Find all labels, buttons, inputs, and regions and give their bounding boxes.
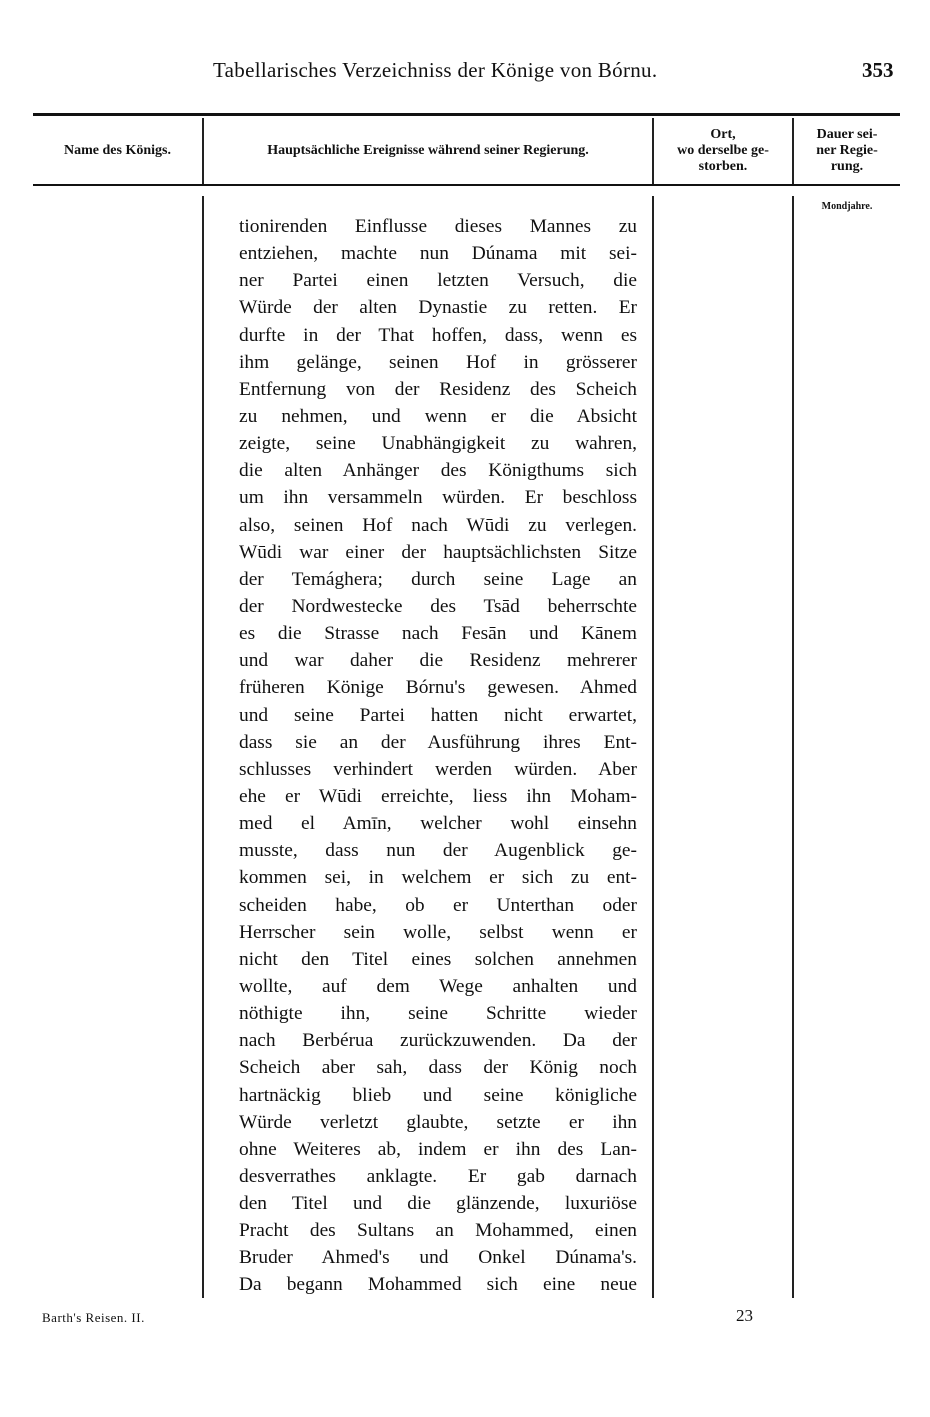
text-line: Herrscher sein wolle, selbst wenn er (239, 921, 637, 943)
text-line: früheren Könige Bórnu's gewesen. Ahmed (239, 677, 637, 699)
column-header-events: Hauptsächliche Ereignisse während seiner Regierung. (267, 143, 589, 158)
text-line: ihm gelänge, seinen Hof in grösserer (239, 351, 637, 373)
text-line: und seine Partei hatten nicht erwartet, (239, 704, 637, 726)
text-line: es die Strasse nach Fesān und Kānem (239, 623, 637, 645)
text-line: nach Berbérua zurückzuwenden. Da der (239, 1030, 637, 1052)
text-line: scheiden habe, ob er Unterthan oder (239, 894, 637, 916)
text-line: um ihn versammeln würden. Er beschloss (239, 487, 637, 509)
text-line: musste, dass nun der Augenblick ge- (239, 840, 637, 862)
text-line: Würde verletzt glaubte, setzte er ihn (239, 1111, 637, 1133)
text-line: den Titel und die glänzende, luxuriöse (239, 1193, 637, 1215)
header-rule (33, 184, 900, 186)
text-line: schlusses verhindert werden würden. Aber (239, 758, 637, 780)
footer-signature-mark: 23 (736, 1306, 753, 1325)
text-line: nicht den Titel eines solchen annehmen (239, 948, 637, 970)
column-divider (652, 118, 654, 184)
column-header-death-place: Ort, wo derselbe ge- storben. (677, 127, 769, 174)
text-line: ehe er Wūdi erreichte, liess ihn Moham- (239, 785, 637, 807)
events-text (239, 213, 637, 1299)
footer-book-title: Barth's Reisen. II. (42, 1310, 145, 1325)
text-line: also, seinen Hof nach Wūdi zu verlegen. (239, 514, 637, 536)
text-line: kommen sei, in welchem er sich zu ent- (239, 867, 637, 889)
text-line: hartnäckig blieb und seine königliche (239, 1084, 637, 1106)
column-divider (792, 118, 794, 184)
column-divider (652, 196, 654, 1298)
text-line: tionirenden Einflusse dieses Mannes zu (239, 216, 637, 237)
column-header-king-name: Name des Königs. (64, 143, 171, 158)
text-line: Scheich aber sah, dass der König noch (239, 1057, 637, 1079)
running-title: Tabellarisches Verzeichniss der Könige von Bórnu. (213, 58, 658, 82)
text-line: Entfernung von der Residenz des Scheich (239, 378, 637, 400)
text-line: nöthigte ihn, seine Schritte wieder (239, 1003, 637, 1025)
column-divider (202, 196, 204, 1298)
column-divider (792, 196, 794, 1298)
text-line: die alten Anhänger des Königthums sich (239, 460, 637, 482)
text-line: der Nordwestecke des Tsād beherrschte (239, 595, 637, 617)
text-line: Würde der alten Dynastie zu retten. Er (239, 297, 637, 319)
text-line: dass sie an der Ausführung ihres Ent- (239, 731, 637, 753)
text-line: Pracht des Sultans an Mohammed, einen (239, 1220, 637, 1242)
text-line: med el Amīn, welcher wohl einsehn (239, 813, 637, 835)
text-line: zu nehmen, und wenn er die Absicht (239, 405, 637, 427)
text-line: und war daher die Residenz mehrerer (239, 650, 637, 672)
column-divider (202, 118, 204, 184)
text-line: Da begann Mohammed sich eine neue (239, 1274, 637, 1296)
text-line: zeigte, seine Unabhängigkeit zu wahren, (239, 433, 637, 455)
text-line: ner Partei einen letzten Versuch, die (239, 270, 637, 292)
unit-label: Mondjahre. (821, 201, 873, 212)
text-line: wollte, auf dem Wege anhalten und (239, 975, 637, 997)
text-line: Wūdi war einer der hauptsächlichsten Sitze (239, 541, 637, 563)
text-line: durfte in der That hoffen, dass, wenn es (239, 324, 637, 346)
text-line: Bruder Ahmed's und Onkel Dúnama's. (239, 1247, 637, 1269)
text-line: ohne Weiteres ab, indem er ihn des Lan- (239, 1138, 637, 1160)
text-line: der Temághera; durch seine Lage an (239, 568, 637, 590)
page-number: 353 (862, 58, 894, 82)
text-line: desverrathes anklagte. Er gab darnach (239, 1165, 637, 1187)
column-header-reign-duration: Dauer sei- ner Regie- rung. (816, 127, 878, 174)
top-rule (33, 113, 900, 116)
text-line: entziehen, machte nun Dúnama mit sei- (239, 243, 637, 265)
